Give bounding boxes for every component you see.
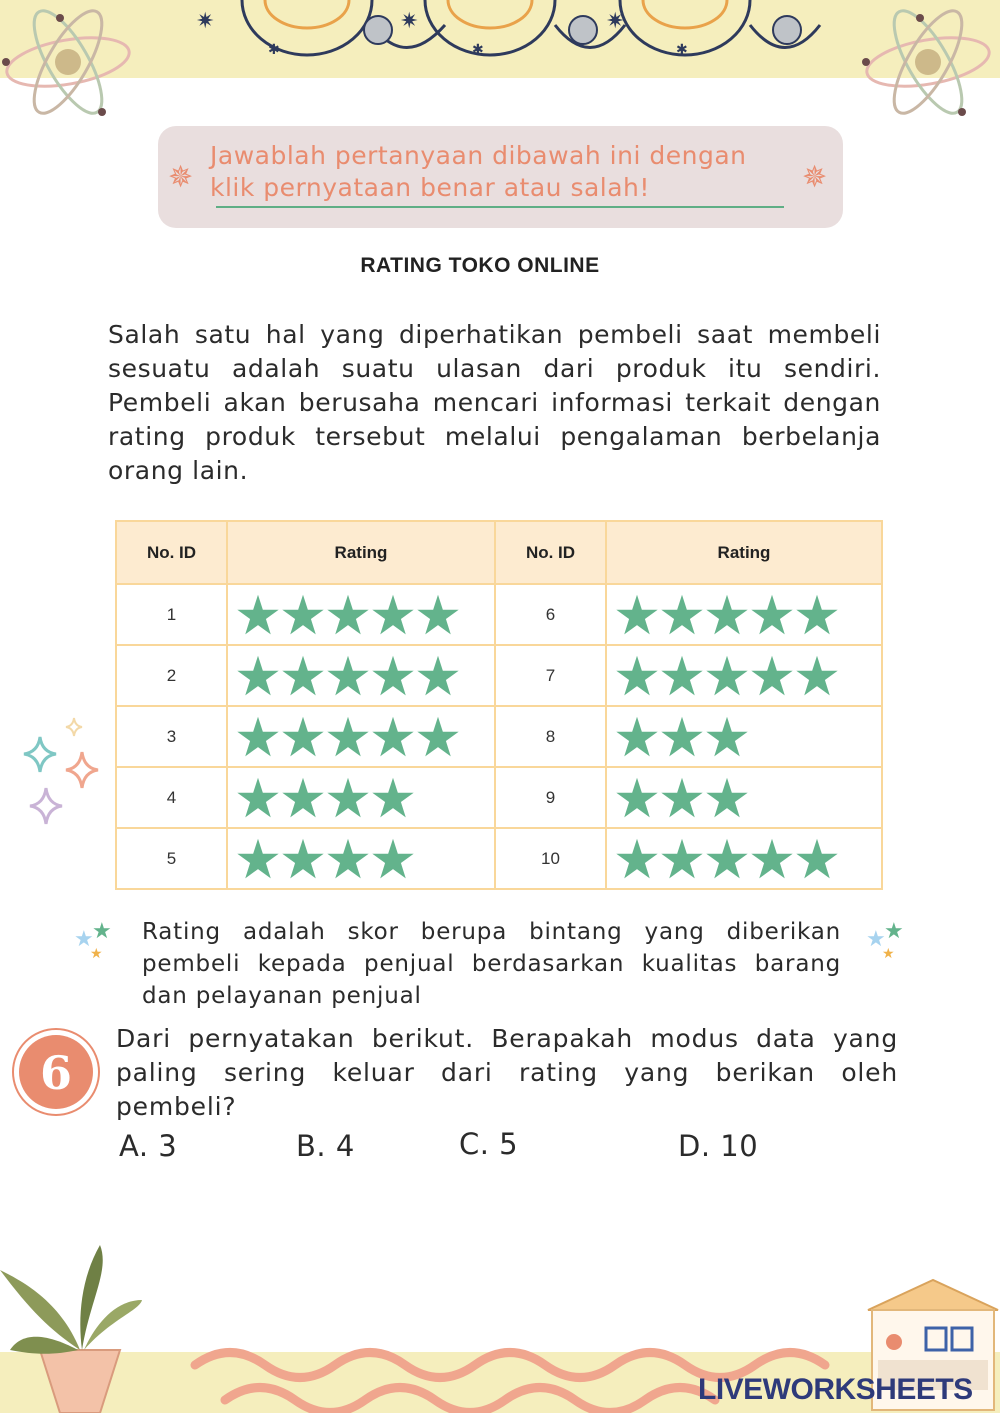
star-icon xyxy=(416,593,460,637)
star-icon xyxy=(371,593,415,637)
star-icon xyxy=(750,837,794,881)
star-icon xyxy=(705,837,749,881)
star-icon xyxy=(615,654,659,698)
star-icon xyxy=(660,654,704,698)
star-icon xyxy=(236,593,280,637)
svg-text:★: ★ xyxy=(882,946,895,962)
rating-cell xyxy=(606,767,882,828)
table-row xyxy=(116,706,882,767)
sparkles-decoration xyxy=(18,712,108,832)
instruction-underline xyxy=(216,206,784,208)
star-icon xyxy=(795,654,839,698)
star-icon xyxy=(236,654,280,698)
star-icon xyxy=(371,715,415,759)
svg-text:★: ★ xyxy=(74,927,94,952)
svg-text:★: ★ xyxy=(90,946,103,962)
star-icon xyxy=(281,654,325,698)
top-decoration xyxy=(0,0,1000,125)
header-id-right: No. ID xyxy=(495,521,606,584)
star-icon xyxy=(705,593,749,637)
rating-cell xyxy=(606,706,882,767)
star-icon xyxy=(281,593,325,637)
table-row xyxy=(116,584,882,645)
star-cluster-icon xyxy=(74,918,124,962)
rating-cell xyxy=(606,828,882,889)
star-icon xyxy=(236,715,280,759)
svg-text:✱: ✱ xyxy=(268,42,280,58)
star-icon xyxy=(660,593,704,637)
id-cell: 6 xyxy=(495,584,606,645)
star-icon xyxy=(281,715,325,759)
liveworksheets-logo xyxy=(698,1373,973,1407)
header-id-left: No. ID xyxy=(116,521,227,584)
star-icon xyxy=(326,715,370,759)
intro-paragraph: Salah satu hal yang diperhatikan pembeli saat membeli sesuatu adalah suatu ulasan dari produk itu sendiri. Pembeli akan berusaha mencari informasi terkait dengan rating produk tersebut melalui pengalaman berbelanja orang lain. xyxy=(108,320,881,485)
star-icon xyxy=(371,837,415,881)
rating-cell xyxy=(227,828,495,889)
star-icon xyxy=(326,837,370,881)
star-icon xyxy=(615,776,659,820)
rating-definition-note: Rating adalah skor berupa bintang yang diberikan pembeli kepada penjual berdasarkan kualitas barang dan pelayanan penjual xyxy=(142,919,841,1009)
svg-text:✱: ✱ xyxy=(472,42,484,58)
id-cell: 9 xyxy=(495,767,606,828)
svg-text:✷: ✷ xyxy=(400,9,419,34)
star-icon xyxy=(236,776,280,820)
sparkle-icon: ✵ xyxy=(802,160,828,195)
id-cell: 10 xyxy=(495,828,606,889)
page-title: RATING TOKO ONLINE xyxy=(360,254,600,277)
id-cell: 8 xyxy=(495,706,606,767)
star-icon xyxy=(660,715,704,759)
star-icon xyxy=(750,654,794,698)
star-icon xyxy=(795,837,839,881)
star-icon xyxy=(281,837,325,881)
star-icon xyxy=(705,654,749,698)
star-icon xyxy=(615,837,659,881)
star-icon xyxy=(750,593,794,637)
star-icon xyxy=(615,593,659,637)
svg-text:★: ★ xyxy=(92,919,112,944)
star-icon xyxy=(371,654,415,698)
rating-cell xyxy=(227,645,495,706)
star-icon xyxy=(371,776,415,820)
star-icon xyxy=(416,715,460,759)
question-number: 6 xyxy=(39,1046,73,1100)
question-text: Dari pernyatakan berikut. Berapakah modus data yang paling sering keluar dari rating yang berikan oleh pembeli? xyxy=(116,1024,898,1121)
sparkle-icon: ✵ xyxy=(168,160,194,195)
star-icon xyxy=(281,776,325,820)
svg-text:★: ★ xyxy=(884,919,904,944)
svg-text:✷: ✷ xyxy=(196,9,215,34)
table-row xyxy=(116,767,882,828)
star-icon xyxy=(326,654,370,698)
star-icon xyxy=(326,776,370,820)
table-row xyxy=(116,828,882,889)
table-header-row xyxy=(116,521,882,584)
id-cell: 2 xyxy=(116,645,227,706)
instruction-text: Jawablah pertanyaan dibawah ini dengan klik pernyataan benar atau salah! xyxy=(210,141,747,202)
watermark-text: LIVEWORKSHEETS xyxy=(698,1373,973,1406)
instruction-box xyxy=(158,126,843,228)
id-cell: 4 xyxy=(116,767,227,828)
id-cell: 5 xyxy=(116,828,227,889)
option-b[interactable]: B. 4 xyxy=(296,1129,355,1163)
star-icon xyxy=(416,654,460,698)
star-icon xyxy=(705,776,749,820)
svg-text:✱: ✱ xyxy=(676,42,688,58)
star-icon xyxy=(615,715,659,759)
rating-cell xyxy=(227,706,495,767)
question-number-badge xyxy=(12,1028,100,1116)
star-icon xyxy=(236,837,280,881)
id-cell: 1 xyxy=(116,584,227,645)
star-icon xyxy=(660,837,704,881)
id-cell: 7 xyxy=(495,645,606,706)
rating-cell xyxy=(606,584,882,645)
table-row xyxy=(116,645,882,706)
rating-cell xyxy=(606,645,882,706)
option-c[interactable]: C. 5 xyxy=(459,1127,519,1161)
star-icon xyxy=(795,593,839,637)
rating-cell xyxy=(227,767,495,828)
star-icon xyxy=(326,593,370,637)
header-rating-left: Rating xyxy=(227,521,495,584)
star-icon xyxy=(705,715,749,759)
svg-text:✷: ✷ xyxy=(606,9,625,34)
rating-cell xyxy=(227,584,495,645)
rating-table xyxy=(115,520,883,890)
star-icon xyxy=(660,776,704,820)
option-d[interactable]: D. 10 xyxy=(678,1129,759,1163)
star-cluster-icon xyxy=(866,918,916,962)
option-a[interactable]: A. 3 xyxy=(119,1129,178,1163)
svg-text:★: ★ xyxy=(866,927,886,952)
header-rating-right: Rating xyxy=(606,521,882,584)
id-cell: 3 xyxy=(116,706,227,767)
